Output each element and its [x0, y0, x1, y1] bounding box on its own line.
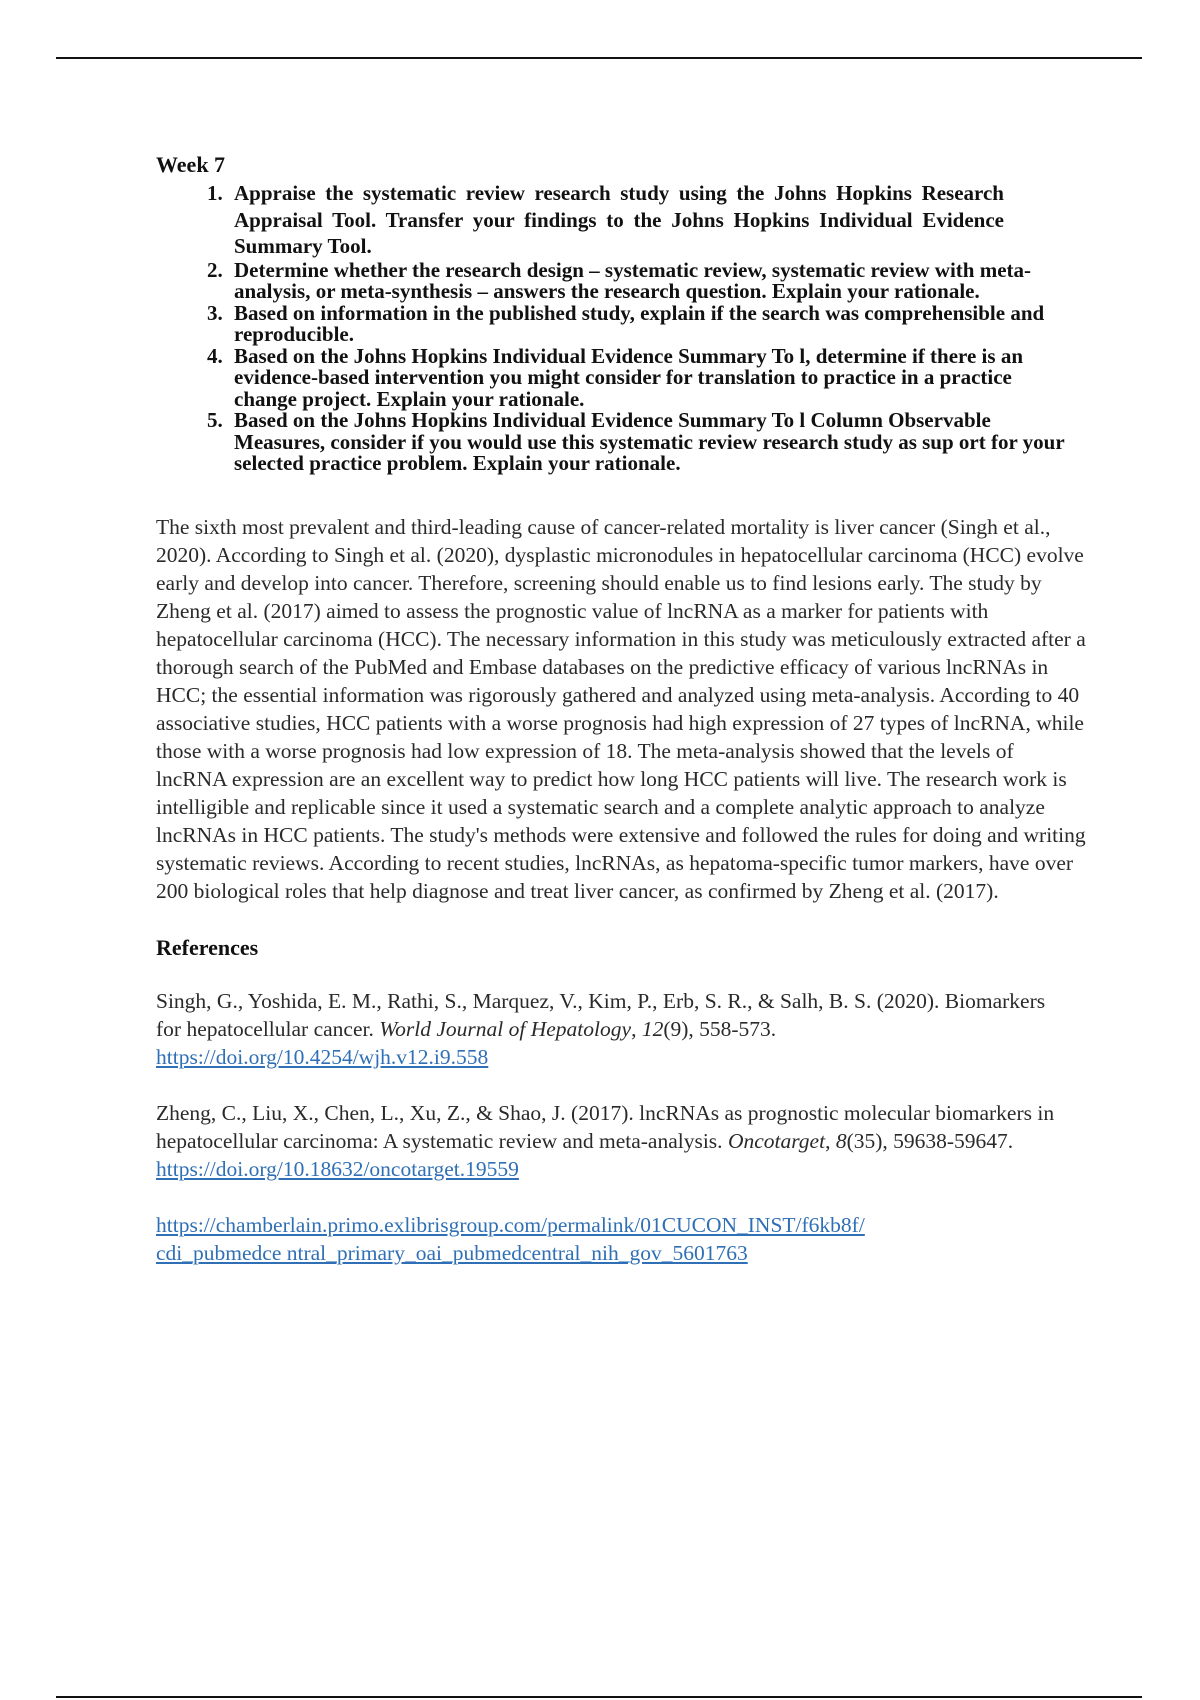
question-1: 1. Appraise the systematic review research study using the Johns Hopkins Research Appraisal Tool. Transfer your findings to the Johns Hopkins Individual Evidence Summary Tool. [228, 180, 1004, 260]
permalink-link-line-1[interactable]: https://chamberlain.primo.exlibrisgroup.com/permalink/01CUCON_INST/f6kb8f/ [156, 1212, 865, 1237]
references-heading: References [156, 934, 259, 960]
reference-authors: Singh, G., Yoshida, E. M., Rathi, S., Marquez, V., Kim, P., Erb, S. R., & Salh, B. S. (2020). Biomarkers for hepatocellular cancer. [156, 988, 1046, 1041]
reference-volume: 8 [835, 1128, 847, 1153]
question-5: 5. Based on the Johns Hopkins Individual Evidence Summary To l Column Observable Measures, consider if you would use this systematic review research study as sup ort for your selected practice problem. Explain your rationale. [228, 410, 1076, 475]
reference-authors: Zheng, C., Liu, X., Chen, L., Xu, Z., & Shao, J. (2017). lncRNAs as prognostic molecular biomarkers in hepatocellular carcinoma: A systematic review and meta-analysis. [156, 1100, 1055, 1153]
question-3: 3. Based on information in the published study, explain if the search was comprehensible and reproducible. [228, 303, 1076, 346]
page-title: Week 7 [156, 152, 226, 177]
reference-doi-link[interactable]: https://doi.org/10.18632/oncotarget.19559 [156, 1156, 519, 1181]
question-2: 2. Determine whether the research design – systematic review, systematic review with meta-analysis, or meta-synthesis – answers the research question. Explain your rationale. [228, 260, 1076, 303]
reference-separator: , [825, 1128, 836, 1153]
reference-issue-pages: (9), 558-573. [663, 1016, 777, 1041]
reference-item [156, 1099, 1056, 1183]
reference-item [156, 987, 1056, 1071]
reference-separator: , [631, 1016, 642, 1041]
document-page [156, 152, 1086, 1267]
assignment-questions [156, 180, 1076, 475]
reference-journal: World Journal of Hepatology [379, 1016, 632, 1041]
top-rule [56, 57, 1142, 59]
reference-volume: 12 [641, 1016, 664, 1041]
permalink-link-line-2[interactable]: cdi_pubmedce ntral_primary_oai_pubmedcentral_nih_gov_5601763 [156, 1240, 748, 1265]
permalink [156, 1211, 1056, 1267]
reference-journal: Oncotarget [727, 1128, 826, 1153]
question-4: 4. Based on the Johns Hopkins Individual Evidence Summary To l, determine if there is an evidence-based intervention you might consider for translation to practice in a practice change project. Explain your rationale. [228, 346, 1076, 411]
bottom-rule [56, 1696, 1142, 1698]
body-paragraph: The sixth most prevalent and third-leading cause of cancer-related mortality is liver cancer (Singh et al., 2020). According to Singh et al. (2020), dysplastic micronodules in hepatocellular carcinoma (HCC) evolve early and develop into cancer. Therefore, screening should enable us to find lesions early. The study by Zheng et al. (2017) aimed to assess the prognostic value of lncRNA as a marker for patients with hepatocellular carcinoma (HCC). The necessary information in this study was meticulously extracted after a thorough search of the PubMed and Embase databases on the predictive efficacy of various lncRNAs in HCC; the essential information was rigorously gathered and analyzed using meta-analysis. According to 40 associative studies, HCC patients with a worse prognosis had high expression of 27 types of lncRNA, while those with a worse prognosis had low expression of 18. The meta-analysis showed that the levels of lncRNA expression are an excellent way to predict how long HCC patients will live. The research work is intelligible and replicable since it used a systematic search and a complete analytic approach to analyze lncRNAs in HCC patients. The study's methods were extensive and followed the rules for doing and writing systematic reviews. According to recent studies, lncRNAs, as hepatoma-specific tumor markers, have over 200 biological roles that help diagnose and treat liver cancer, as confirmed by Zheng et al. (2017). [156, 514, 1086, 903]
reference-doi-link[interactable]: https://doi.org/10.4254/wjh.v12.i9.558 [156, 1044, 489, 1069]
reference-issue-pages: (35), 59638-59647. [846, 1128, 1014, 1153]
